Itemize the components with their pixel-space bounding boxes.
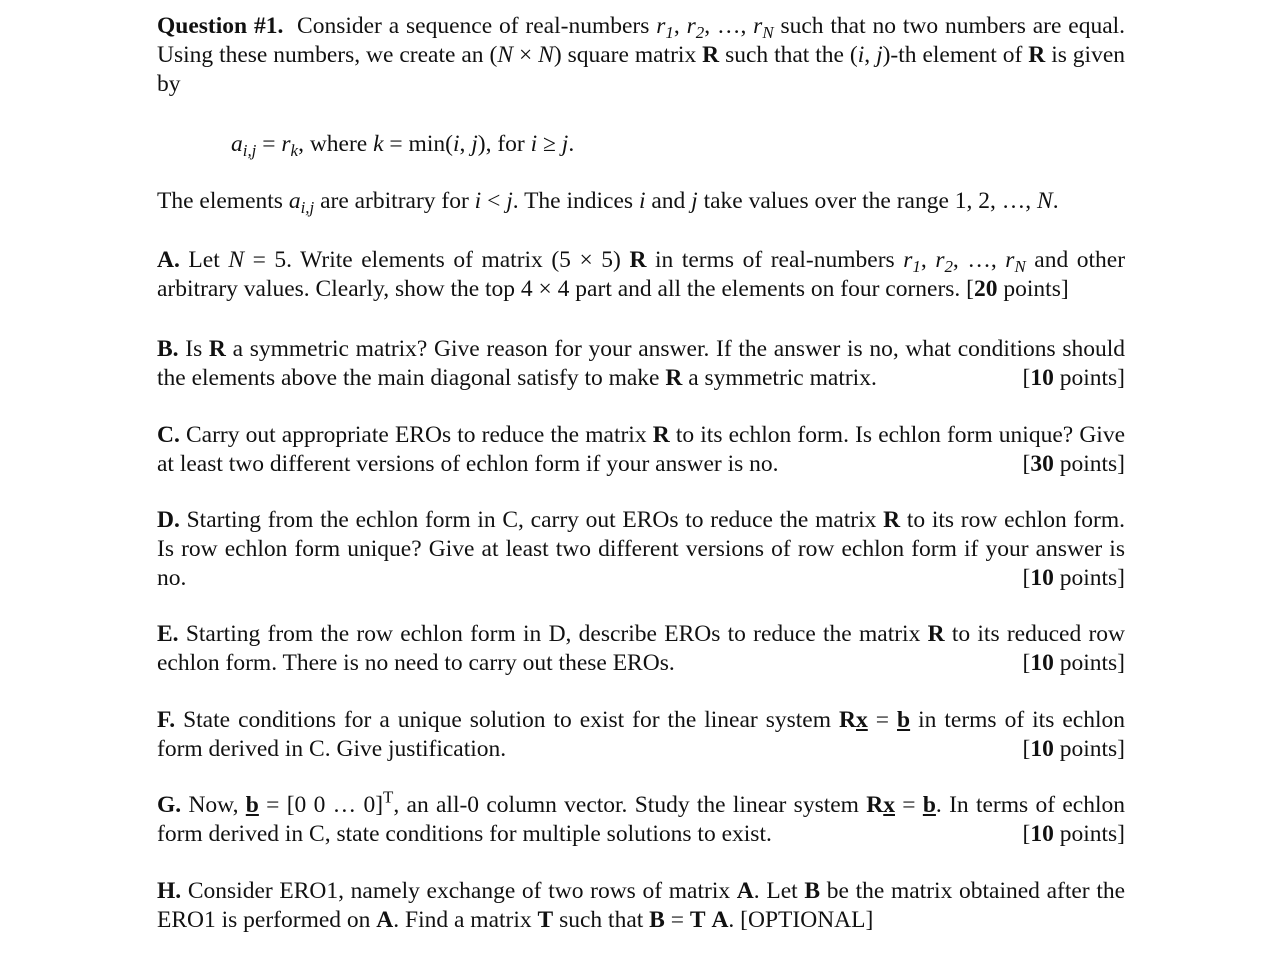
part-label: D.	[157, 507, 180, 533]
note-text: and	[651, 188, 686, 214]
intro-text: )-th element of	[882, 42, 1023, 68]
points-value: 10	[1030, 736, 1054, 762]
part-text: be the matrix obtained after the ERO1 is performed on	[157, 878, 1126, 933]
part-text: Is	[185, 336, 203, 362]
sym-A: A	[736, 878, 754, 904]
equals: =	[664, 907, 690, 933]
part-text: Now,	[188, 792, 239, 818]
part-text: Let	[188, 247, 220, 273]
sym-R: R	[652, 422, 670, 448]
part-text: , an all-0 column vector. Study the linear system	[393, 792, 859, 818]
eq-text: = min(	[383, 131, 453, 157]
part-text: Starting from the row echlon form in D, describe EROs to reduce the matrix	[185, 621, 921, 647]
part-label: E.	[157, 621, 179, 647]
part-h	[157, 877, 1125, 935]
points-marker	[1023, 735, 1125, 764]
points-marker	[1023, 450, 1125, 479]
points-marker	[1023, 820, 1125, 849]
sym-T: T	[689, 907, 706, 933]
part-text: Consider ERO1, namely exchange of two rows of matrix	[187, 878, 731, 904]
points-label: points]	[1059, 565, 1125, 591]
sub-k: k	[290, 141, 299, 161]
points-marker	[1023, 564, 1125, 593]
sym-r: r	[281, 131, 291, 157]
sym-j: j	[691, 188, 698, 214]
sym-R: R	[702, 42, 720, 68]
sym-i: i	[452, 131, 460, 157]
part-text: . In terms of echlon form derived in C, state conditions for multiple solutions to exist.	[157, 792, 1125, 847]
part-text: . Find a matrix	[393, 907, 532, 933]
sym-R: R	[866, 792, 884, 818]
part-text: to its reduced row echlon form. There is no need to carry out these EROs.	[157, 621, 1126, 676]
part-label: A.	[157, 247, 180, 273]
geq: ≥	[537, 131, 562, 157]
part-g	[157, 787, 1125, 849]
equals: =	[894, 792, 923, 818]
sym-R: R	[839, 707, 857, 733]
part-label: B.	[157, 336, 179, 362]
question-intro: Question #1. Consider a sequence of real-numbers $r_1$, $r_2$, …, $r_N$ such that no two numbers are equal. Using these numbers, we create an (N × N) square matrix R such that the (i, j)-th element of R is given by	[157, 13, 1126, 97]
sym-R: R	[629, 247, 647, 273]
points-bracket: [	[1022, 736, 1031, 762]
points-bracket: [	[1022, 821, 1031, 847]
part-label: C.	[157, 422, 180, 448]
ellipsis: …	[967, 247, 991, 273]
sym-n: N	[538, 42, 554, 68]
sym-a: a	[231, 131, 243, 157]
sym-R: R	[1028, 42, 1046, 68]
part-text: State conditions for a unique solution to exist for the linear system	[183, 707, 832, 733]
part-text: . [OPTIONAL]	[728, 907, 874, 933]
note-text: take values over the range 1, 2, …,	[703, 188, 1032, 214]
sym-j: j	[561, 131, 569, 157]
points-marker	[1023, 364, 1125, 393]
equals: =	[256, 131, 282, 157]
sym-n: N	[1037, 188, 1053, 214]
eq-text: , where	[298, 131, 374, 157]
part-label: H.	[157, 878, 182, 904]
part-f	[157, 706, 1125, 764]
sym-i: i	[638, 188, 646, 214]
times: ×	[518, 42, 533, 68]
part-text: = [0 0 … 0]	[258, 792, 384, 818]
eq-text: .	[568, 131, 575, 157]
sep: ,	[704, 13, 711, 39]
points-value: 10	[1030, 565, 1054, 591]
ellipsis: …	[716, 13, 741, 39]
sym-x: x	[883, 792, 895, 818]
part-text: a symmetric matrix.	[688, 365, 877, 391]
sym-j: j	[471, 131, 478, 157]
question-heading: Question #1.	[157, 13, 284, 39]
points-marker	[1023, 649, 1125, 678]
part-c	[157, 421, 1125, 479]
part-e	[157, 620, 1125, 678]
part-text: and other arbitrary values. Clearly, show the top 4 × 4 part and all the elements on four corners. [	[157, 247, 1126, 302]
part-text: to its echlon form. Is echlon form unique? Give at least two different versions of echlon form if your answer is no.	[157, 422, 1125, 477]
eq-text: ), for	[477, 131, 531, 157]
sym-i: i	[530, 131, 538, 157]
points-value: 10	[1030, 650, 1054, 676]
sym-B: B	[649, 907, 665, 933]
points-bracket: [	[1022, 451, 1031, 477]
sub-ij: i,j	[242, 141, 257, 161]
note-text: . The indices	[512, 188, 634, 214]
note-text: .	[1052, 188, 1059, 214]
part-text: a symmetric matrix? Give reason for your answer. If the answer is no, what conditions should the elements above the main diagonal satisfy to make	[157, 336, 1126, 391]
intro-text: such that the (	[725, 42, 858, 68]
note-text: are arbitrary for	[320, 188, 469, 214]
sym-i: i	[474, 188, 482, 214]
sup-t: T	[383, 787, 394, 807]
points-label: points]	[1059, 821, 1125, 847]
sym-R: R	[665, 365, 683, 391]
sym-n: N	[497, 42, 513, 68]
points-label: points]	[1059, 736, 1125, 762]
points-value: 10	[1030, 365, 1054, 391]
points-value: 30	[1030, 451, 1054, 477]
part-text: such that	[559, 907, 644, 933]
points-bracket: [	[1022, 565, 1031, 591]
sym-R: R	[927, 621, 945, 647]
points-label: points]	[1003, 276, 1069, 302]
arbitrary-note	[157, 187, 1125, 216]
part-text: Starting from the echlon form in C, carry out EROs to reduce the matrix	[186, 507, 877, 533]
sym-A: A	[376, 907, 394, 933]
sym-T: T	[537, 907, 554, 933]
sym-r: r	[686, 13, 696, 39]
sym-A: A	[711, 907, 729, 933]
sym-a: a	[288, 188, 301, 214]
sym-r: r	[935, 247, 945, 273]
sym-b: b	[245, 792, 259, 818]
sym-x: x	[856, 707, 868, 733]
points-bracket: [	[1022, 650, 1031, 676]
part-text: = 5. Write elements of matrix (5 × 5)	[252, 247, 621, 273]
sym-j: j	[506, 188, 513, 214]
part-label: F.	[157, 707, 176, 733]
part-text: in terms of real-numbers	[654, 247, 895, 273]
sym-b: b	[897, 707, 911, 733]
points-label: points]	[1059, 451, 1125, 477]
sym-j: j	[876, 42, 883, 68]
sub-n: N	[762, 23, 774, 43]
sep: ,	[673, 13, 680, 39]
sym-r: r	[656, 13, 666, 39]
sym-r: r	[903, 247, 913, 273]
points-label: points]	[1059, 365, 1125, 391]
intro-text: is given by	[157, 42, 1126, 97]
points-label: points]	[1059, 650, 1125, 676]
sym-n: N	[228, 247, 244, 273]
points-bracket: [	[1022, 365, 1031, 391]
part-label: G.	[157, 792, 182, 818]
sym-B: B	[804, 878, 821, 904]
part-text: . Let	[753, 878, 798, 904]
part-d	[157, 506, 1125, 593]
sym-r: r	[753, 13, 763, 39]
intro-text: such that no two numbers are equal. Using these numbers, we create an (	[157, 13, 1126, 68]
sym-b: b	[922, 792, 936, 818]
part-b	[157, 335, 1125, 393]
definition-equation: $a_{i,j} = r_k$, where k = min(i, j), for i ≥ j.	[231, 131, 575, 161]
part-text: in terms of its echlon form derived in C. Give justification.	[157, 707, 1125, 762]
sep: ,	[740, 13, 747, 39]
sub-ij: i,j	[300, 198, 315, 218]
part-a: A. Let N = 5. Write elements of matrix (5 × 5) R in terms of real-numbers $r_1$, $r_2$, …, $r_N$ and other arbitrary values. Clearly, show the top 4 × 4 part and all the elements on four corners. [20 points]	[157, 247, 1126, 302]
sym-r: r	[1005, 247, 1015, 273]
sym-i: i	[857, 42, 865, 68]
note-text: The elements	[157, 188, 283, 214]
equals: =	[867, 707, 898, 733]
sym-R: R	[883, 507, 901, 533]
intro-text: Consider a sequence of real-numbers	[297, 13, 650, 39]
part-text: to its row echlon form. Is row echlon form unique? Give at least two different versions of row echlon form if your answer is no.	[157, 507, 1125, 591]
sym-k: k	[373, 131, 384, 157]
sym-R: R	[208, 336, 226, 362]
sub-n: N	[1014, 257, 1026, 277]
points-value: 10	[1030, 821, 1054, 847]
intro-text: ) square matrix	[553, 42, 697, 68]
part-text: Carry out appropriate EROs to reduce the matrix	[186, 422, 647, 448]
lt: <	[481, 188, 507, 214]
points-value: 20	[974, 276, 998, 302]
